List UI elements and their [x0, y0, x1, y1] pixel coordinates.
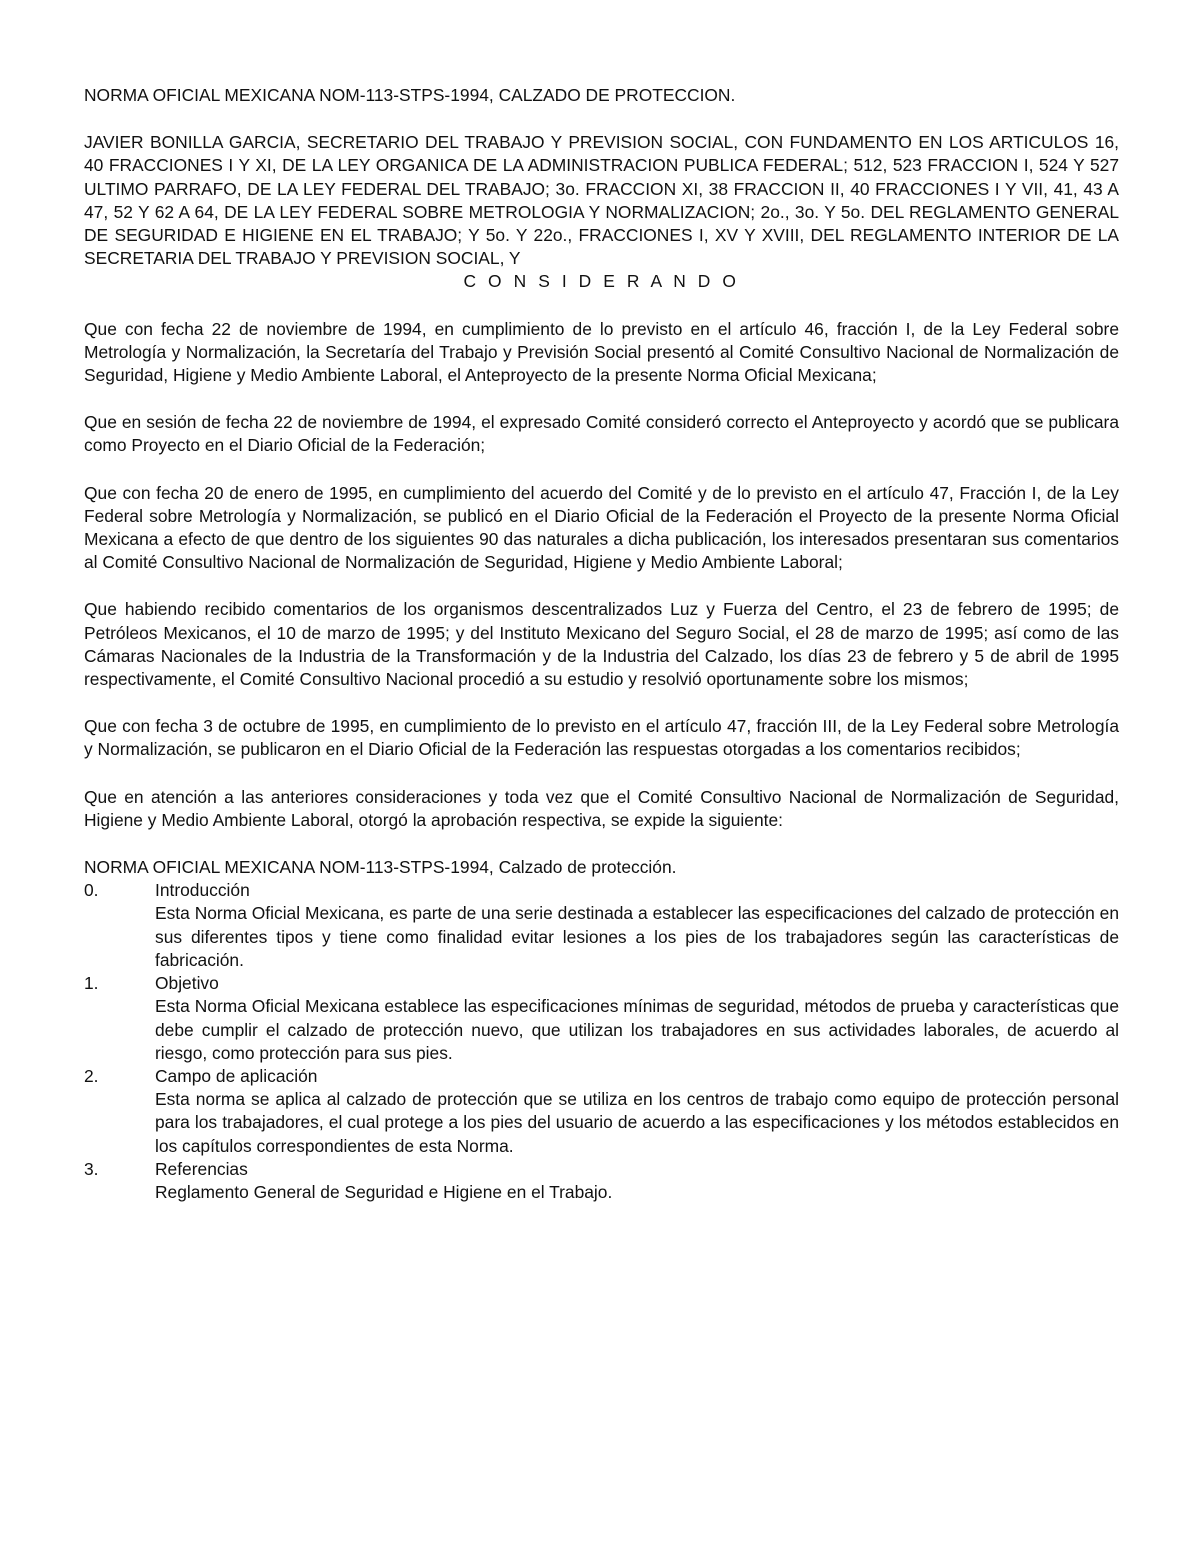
section-number: 2.	[84, 1065, 99, 1086]
section-number: 3.	[84, 1158, 99, 1179]
norma-title: NORMA OFICIAL MEXICANA NOM-113-STPS-1994, Calzado de protección.	[84, 857, 677, 878]
considerando-paragraph-2: Que en sesión de fecha 22 de noviembre de 1994, el expresado Comité consideró correcto el Anteproyecto y acordó que se publicara como Proyecto en el Diario Oficial de la Federación;	[84, 412, 1119, 456]
considerando-paragraph-3: Que con fecha 20 de enero de 1995, en cumplimiento del acuerdo del Comité y de lo previsto en el artículo 47, Fracción I, de la Ley Federal sobre Metrología y Normalización, se publicó en el Diario Oficial de la Federación el Proyecto de la presente Norma Oficial Mexicana a efecto de que dentro de los siguientes 90 das naturales a dicha publicación, los interesados presentaran sus comentarios al Comité Consultivo Nacional de Normalización de Seguridad, Higiene y Medio Ambiente Laboral;	[84, 482, 1119, 573]
section-body	[155, 1158, 1119, 1204]
section-referencias	[84, 1158, 1119, 1204]
section-text: Esta Norma Oficial Mexicana establece las especificaciones mínimas de seguridad, métodos de prueba y características que debe cumplir el calzado de protección nuevo, que utilizan los trabajadores en sus actividades laborales, de acuerdo al riesgo, como protección para sus pies.	[155, 996, 1119, 1063]
section-heading: Referencias	[155, 1158, 248, 1179]
document-page	[84, 84, 1119, 1204]
section-heading: Introducción	[155, 880, 250, 901]
section-campo-de-aplicacion	[84, 1065, 1119, 1158]
section-body	[155, 1065, 1119, 1158]
document-title: NORMA OFICIAL MEXICANA NOM-113-STPS-1994, CALZADO DE PROTECCION.	[84, 85, 736, 105]
considerando-paragraph-4: Que habiendo recibido comentarios de los organismos descentralizados Luz y Fuerza del Centro, el 23 de febrero de 1995; de Petróleos Mexicanos, el 10 de marzo de 1995; y del Instituto Mexicano del Seguro Social, el 28 de marzo de 1995; así como de las Cámaras Nacionales de la Industria de la Transformación y de la Industria del Calzado, los días 23 de febrero y 5 de abril de 1995 respectivamente, el Comité Consultivo Nacional procedió a su estudio y resolvió oportunamente sobre los mismos;	[84, 599, 1119, 690]
preamble-paragraph: JAVIER BONILLA GARCIA, SECRETARIO DEL TRABAJO Y PREVISION SOCIAL, CON FUNDAMENTO EN LOS ARTICULOS 16, 40 FRACCIONES I Y XI, DE LA LEY ORGANICA DE LA ADMINISTRACION PUBLICA FEDERAL; 512, 523 FRACCION I, 524 Y 527 ULTIMO PARRAFO, DE LA LEY FEDERAL DEL TRABAJO; 3o. FRACCION XI, 38 FRACCION II, 40 FRACCIONES I Y VII, 41, 43 A 47, 52 Y 62 A 64, DE LA LEY FEDERAL SOBRE METROLOGIA Y NORMALIZACION; 2o., 3o. Y 5o. DEL REGLAMENTO GENERAL DE SEGURIDAD E HIGIENE EN EL TRABAJO; Y 5o. Y 22o., FRACCIONES I, XV Y XVIII, DEL REGLAMENTO INTERIOR DE LA SECRETARIA DEL TRABAJO Y PREVISION SOCIAL, Y	[84, 132, 1119, 269]
considerando-paragraph-1: Que con fecha 22 de noviembre de 1994, en cumplimiento de lo previsto en el artículo 46, fracción I, de la Ley Federal sobre Metrología y Normalización, la Secretaría del Trabajo y Previsión Social presentó al Comité Consultivo Nacional de Normalización de Seguridad, Higiene y Medio Ambiente Laboral, el Anteproyecto de la presente Norma Oficial Mexicana;	[84, 318, 1119, 386]
section-body	[155, 879, 1119, 972]
section-heading: Campo de aplicación	[155, 1065, 318, 1086]
section-objetivo	[84, 972, 1119, 1065]
considerando-paragraph-6: Que en atención a las anteriores consideraciones y toda vez que el Comité Consultivo Nacional de Normalización de Seguridad, Higiene y Medio Ambiente Laboral, otorgó la aprobación respectiva, se expide la siguiente:	[84, 786, 1119, 830]
section-heading: Objetivo	[155, 973, 219, 994]
section-number: 1.	[84, 973, 99, 994]
section-text: Esta Norma Oficial Mexicana, es parte de una serie destinada a establecer las especificaciones del calzado de protección en sus diferentes tipos y tiene como finalidad evitar lesiones a los pies de los trabajadores según las características de fabricación.	[155, 903, 1119, 970]
section-introduccion	[84, 879, 1119, 972]
section-text: Reglamento General de Seguridad e Higiene en el Trabajo.	[155, 1181, 613, 1202]
considerando-heading: C O N S I D E R A N D O	[463, 271, 740, 292]
section-text: Esta norma se aplica al calzado de protección que se utiliza en los centros de trabajo como equipo de protección personal para los trabajadores, el cual protege a los pies del usuario de acuerdo a las especificaciones y los métodos establecidos en los capítulos correspondientes de esta Norma.	[155, 1089, 1119, 1156]
considerando-paragraph-5: Que con fecha 3 de octubre de 1995, en cumplimiento de lo previsto en el artículo 47, fracción III, de la Ley Federal sobre Metrología y Normalización, se publicaron en el Diario Oficial de la Federación las respuestas otorgadas a los comentarios recibidos;	[84, 716, 1119, 760]
section-number: 0.	[84, 880, 99, 901]
section-body	[155, 972, 1119, 1065]
